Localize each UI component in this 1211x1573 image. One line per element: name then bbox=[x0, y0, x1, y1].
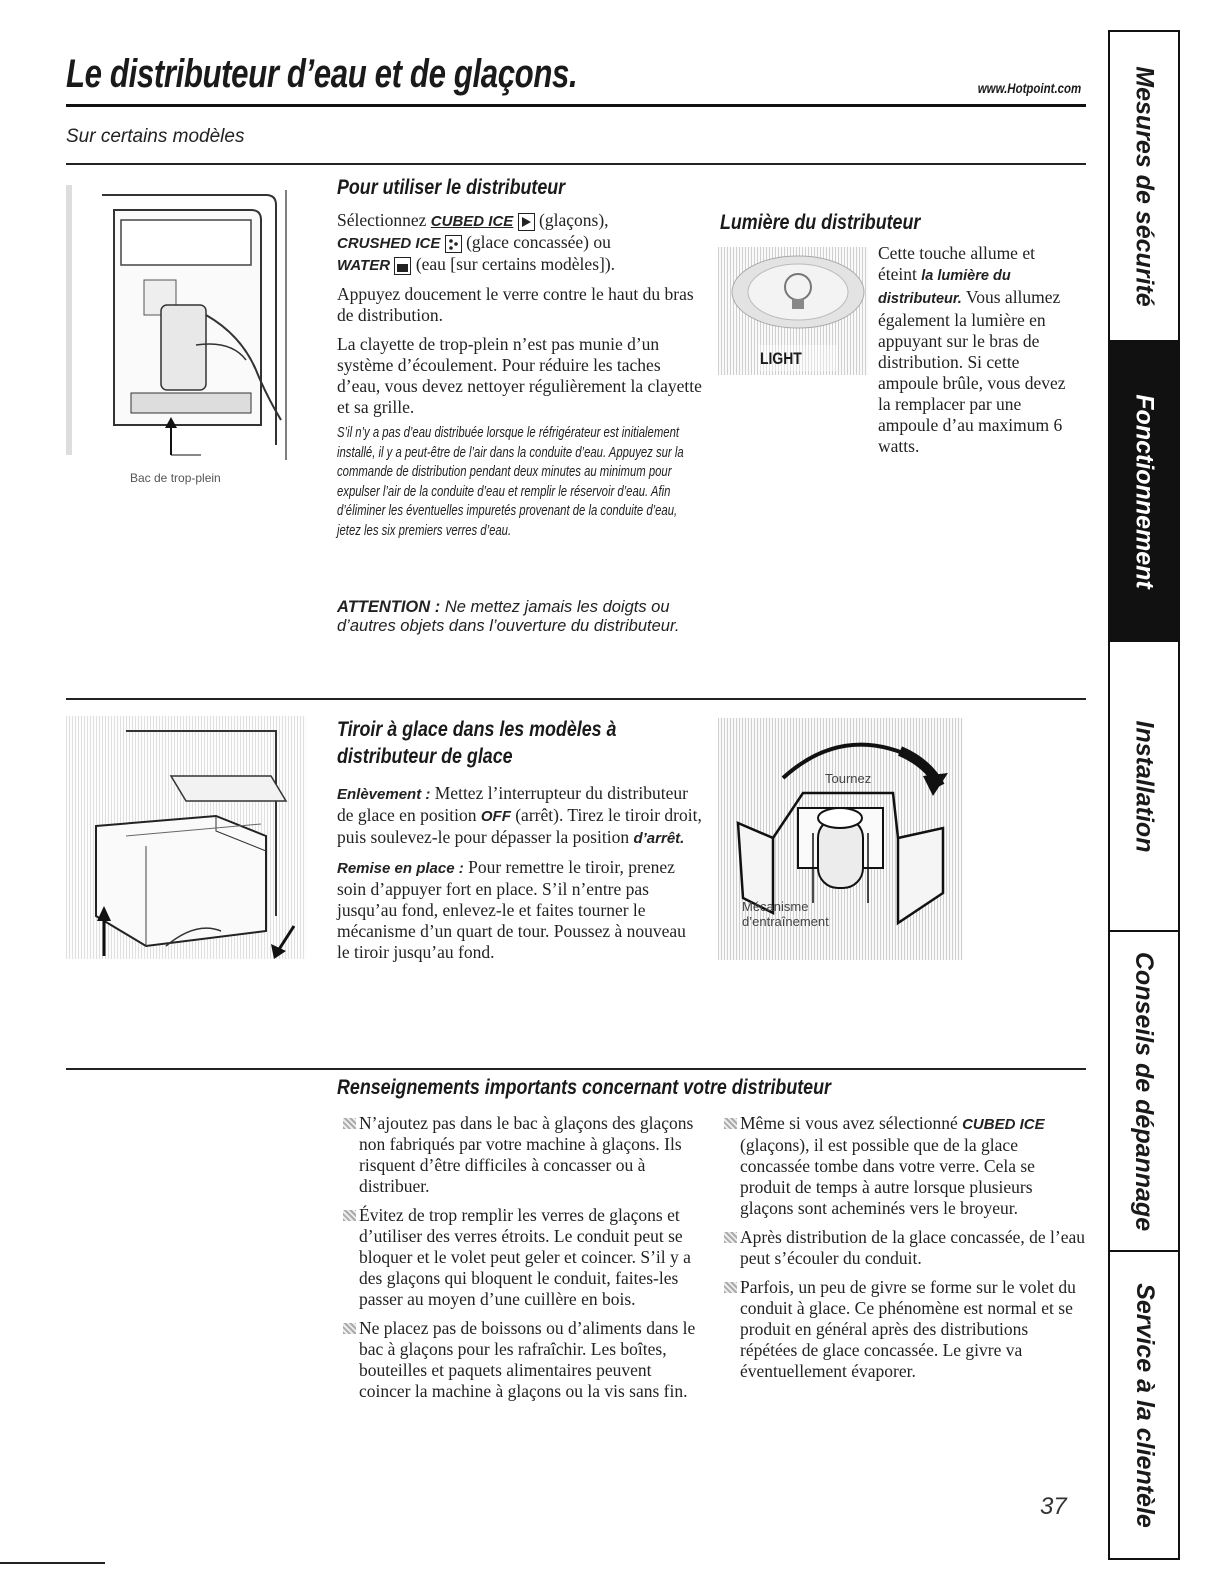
bullet-text: Ne placez pas de boissons ou d’aliments dans le bac à glaçons pour les rafraîchir. Les boîtes, bouteilles et paquets alimentaires peuvent coincer la machine à glaçons ou la vis sans fin. bbox=[359, 1318, 696, 1401]
cubed-ice-desc: (glaçons), bbox=[534, 210, 609, 230]
footer-rule bbox=[0, 1562, 105, 1564]
page-number: 37 bbox=[1040, 1493, 1067, 1520]
replace-text: Pour remettre le tiroir, prenez soin d’appuyer fort en place. S’il n’entre pas jusqu’au fond, enlevez-le et faites tourner le mécanisme d’un quart de tour. Poussez à nouveau le tiroir jusqu’au fond. bbox=[337, 857, 686, 962]
info-bullet bbox=[337, 1113, 707, 1197]
tab-label: Fonctionnement bbox=[1130, 393, 1159, 589]
dispenser-illustration bbox=[66, 185, 306, 465]
mech-label-1: Mécanisme bbox=[742, 899, 809, 914]
section-tabs bbox=[1108, 30, 1180, 1560]
stop-label: d’arrêt. bbox=[633, 830, 685, 847]
light-text-bold: la lumière du distributeur. bbox=[878, 268, 1011, 307]
section-divider bbox=[66, 698, 1086, 700]
tab-label: Conseils de dépannage bbox=[1130, 951, 1159, 1231]
water-desc: (eau [sur certains modèles]). bbox=[411, 254, 616, 274]
drive-mechanism-label bbox=[742, 899, 829, 929]
header-rule bbox=[66, 104, 1086, 107]
info-bullet bbox=[337, 1318, 707, 1402]
bullet-text: Même si vous avez sélectionné bbox=[740, 1113, 963, 1133]
bullet-text: Évitez de trop remplir les verres de glaçons et d’utiliser des verres étroits. Le conduit peut se bloquer et le volet peut geler et coincer. S’il y a des glaçons qui bloquent le conduit, faites-les passer au moyen d’une cuillère en bois. bbox=[359, 1205, 691, 1309]
initial-install-note: S’il n’y a pas d’eau distribuée lorsque le réfrigérateur est initialement installé, il y a peut-être de l’air dans la conduite d’eau. Appuyez sur la commande de distribution pendant deux minutes au minimum pour expulser l’air de la conduite d’eau et remplir le réservoir d’eau. Afin d’éliminer les éventuelles impuretés provenant de la conduite d’eau, jetez les six premiers verres d’eau. bbox=[337, 425, 684, 539]
info-right-column bbox=[718, 1113, 1088, 1390]
section-divider bbox=[66, 163, 1086, 165]
cubed-ice-icon bbox=[518, 213, 535, 231]
crushed-ice-icon bbox=[445, 235, 462, 253]
info-bullet bbox=[718, 1227, 1088, 1269]
off-label: OFF bbox=[480, 808, 511, 825]
info-bullet bbox=[718, 1113, 1088, 1219]
crushed-ice-desc: (glace concassée) ou bbox=[461, 232, 611, 252]
tab-troubleshooting[interactable] bbox=[1110, 932, 1178, 1252]
water-icon bbox=[394, 257, 411, 275]
page-subtitle: Sur certains modèles bbox=[66, 126, 245, 147]
tab-label: Installation bbox=[1130, 720, 1159, 852]
crushed-ice-label: CRUSHED ICE bbox=[337, 235, 441, 252]
mech-label-2: d’entraînement bbox=[742, 914, 829, 929]
removal-text-a: Mettez l’interrupteur du distributeur de glace en position bbox=[337, 783, 688, 825]
tab-label: Service à la clientèle bbox=[1130, 1282, 1159, 1528]
tab-operation[interactable] bbox=[1110, 342, 1178, 642]
select-text: Sélectionnez bbox=[337, 210, 431, 230]
use-dispenser-heading: Pour utiliser le distributeur bbox=[337, 176, 566, 199]
ice-drawer-illustration bbox=[66, 716, 306, 959]
bullet-text: N’ajoutez pas dans le bac à glaçons des glaçons non fabriqués par votre machine à glaçons. Ils risquent d’être difficiles à concasser ou à distribuer. bbox=[359, 1113, 694, 1196]
turn-label: Tournez bbox=[825, 771, 872, 786]
removal-text-b: (arrêt). Tirez le tiroir droit, puis soulevez-le pour dépasser la position bbox=[337, 805, 702, 847]
attention-text: Ne mettez jamais les doigts ou d’autres objets dans l’ouverture du distributeur. bbox=[337, 598, 680, 635]
info-left-column bbox=[337, 1113, 707, 1410]
website-url[interactable]: www.Hotpoint.com bbox=[977, 80, 1081, 96]
attention-label: ATTENTION : bbox=[337, 598, 441, 616]
info-bullet bbox=[718, 1277, 1088, 1382]
attention-warning bbox=[337, 598, 697, 636]
tab-label: Mesures de sécurité bbox=[1130, 65, 1159, 307]
replace-label: Remise en place : bbox=[337, 860, 464, 877]
light-text bbox=[878, 243, 1068, 457]
info-bullet bbox=[337, 1205, 707, 1310]
removal-label: Enlèvement : bbox=[337, 786, 431, 803]
section-divider bbox=[66, 1068, 1086, 1070]
tab-installation[interactable] bbox=[1110, 642, 1178, 932]
ice-drawer-text bbox=[337, 783, 702, 971]
bullet-text: Après distribution de la glace concassée, de l’eau peut s’écouler du conduit. bbox=[740, 1227, 1086, 1268]
dispenser-light-heading: Lumière du distributeur bbox=[720, 211, 921, 234]
cubed-ice-label: CUBED ICE bbox=[962, 1116, 1045, 1133]
light-text-a: Cette touche allume et éteint bbox=[878, 243, 1035, 284]
ice-drawer-heading: Tiroir à glace dans les modèles à distributeur de glace bbox=[337, 718, 617, 768]
tab-safety[interactable] bbox=[1110, 32, 1178, 342]
important-info-heading: Renseignements importants concernant votre distributeur bbox=[337, 1076, 831, 1099]
bullet-text: Parfois, un peu de givre se forme sur le volet du conduit à glace. Ce phénomène est normal et se produit en général après des distributions répétées de glace concassée. Le givre va éventuellement évaporer. bbox=[740, 1277, 1076, 1381]
page-title: Le distributeur d’eau et de glaçons. bbox=[66, 52, 578, 96]
light-text-b: Vous allumez également la lumière en appuyant sur le bras de distribution. Si cette ampoule brûle, vous devez la remplacer par une ampoule d’au maximum 6 watts. bbox=[878, 287, 1066, 456]
light-button[interactable]: LIGHT bbox=[760, 349, 802, 368]
use-dispenser-text bbox=[337, 210, 702, 426]
tab-customer-service[interactable] bbox=[1110, 1252, 1178, 1558]
bullet-text: (glaçons), il est possible que de la glace concassée tombe dans votre verre. Cela se produit de temps à autre lorsque plusieurs glaçons sont acheminés vers le broyeur. bbox=[740, 1135, 1035, 1218]
cubed-ice-label: CUBED ICE bbox=[430, 213, 514, 230]
water-label: WATER bbox=[337, 257, 391, 274]
press-glass-text: Appuyez doucement le verre contre le haut du bras de distribution. bbox=[337, 284, 694, 325]
overflow-tray-caption: Bac de trop-plein bbox=[130, 471, 221, 485]
overflow-tray-text: La clayette de trop-plein n’est pas munie d’un système d’écoulement. Pour réduire les taches d’eau, vous devez nettoyer régulièrement la clayette et sa grille. bbox=[337, 334, 702, 417]
